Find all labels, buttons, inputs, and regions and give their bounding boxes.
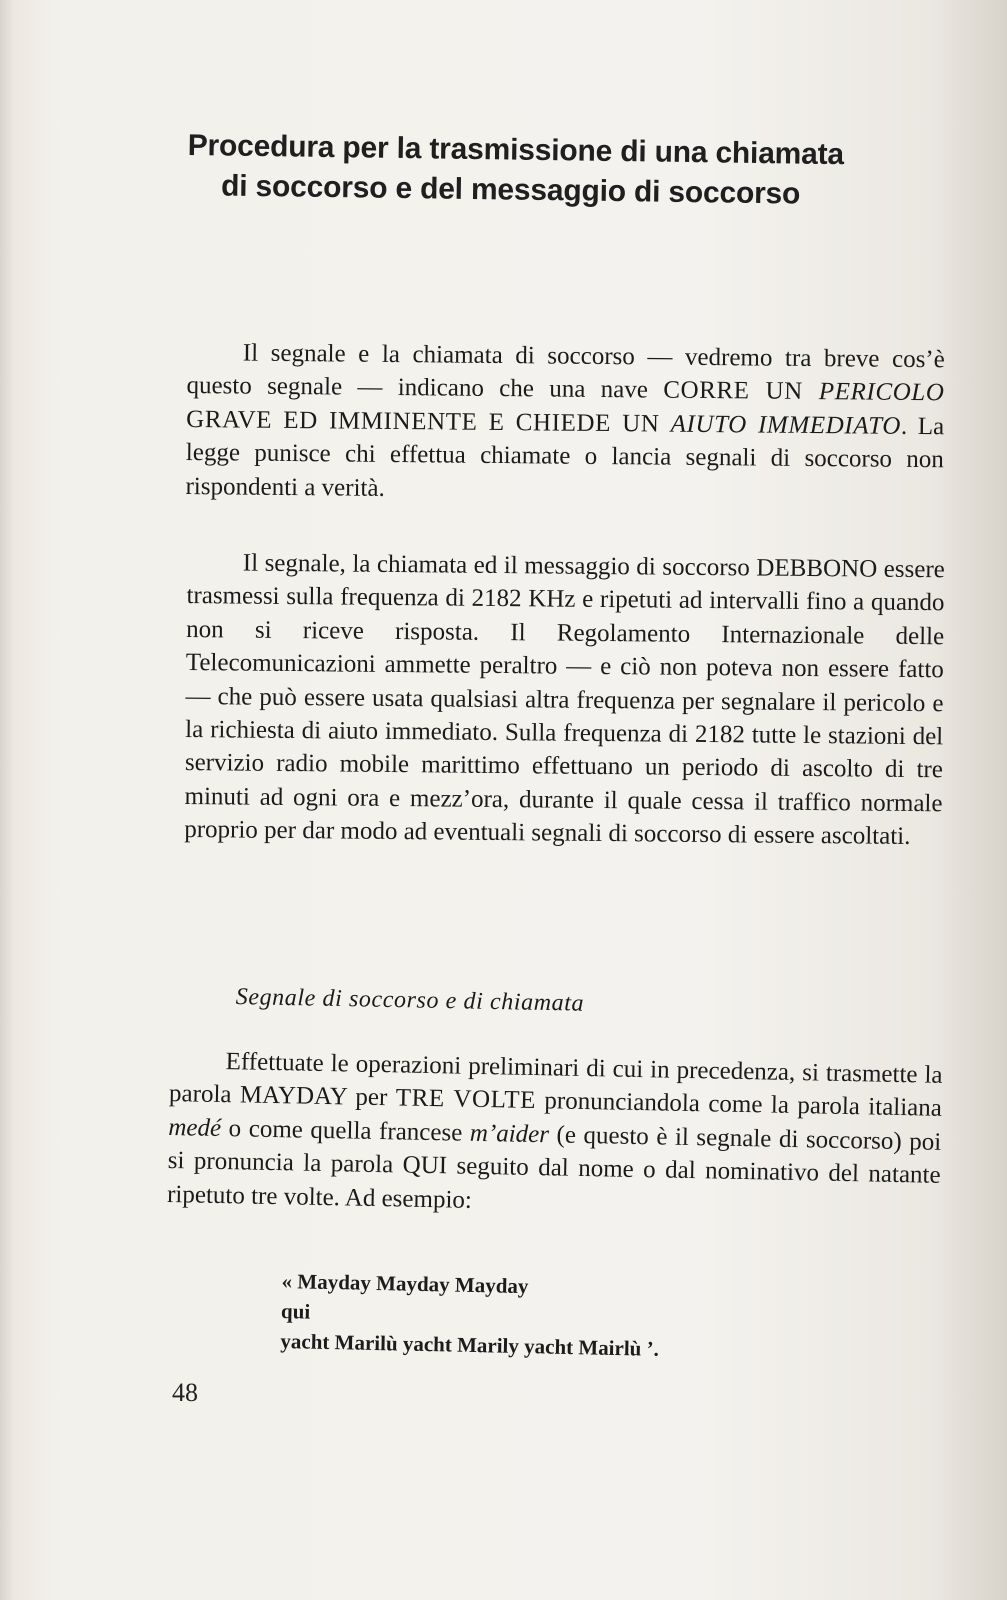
paragraph-3-text-a: Effettuate le operazioni preliminari di cui in precedenza, si trasmette la parola MAYDAY per <box>168 1048 943 1112</box>
paragraph-1-italic-aiuto: AIUTO IMMEDIATO <box>670 410 902 440</box>
paragraph-3-caps: TRE VOLTE <box>395 1084 537 1115</box>
paragraph-2-text: Il segnale, la chiamata ed il messaggio di soccorso DEBBONO essere trasmessi sulla frequenza di 2182 KHz e ripetuti ad intervalli fino a quando non si riceve risposta. Il Regolamento Internazionale delle Telecomunicazioni ammette peraltro — e ciò non poteva non essere fatto — che può essere usata qualsiasi altra frequenza per segnalare il pericolo e la richiesta di aiuto immediato. Sulla frequenza di 2182 tutte le stazioni del servizio radio mobile marittimo effettuano un periodo di ascolto di tre minuti ad ogni ora e mezz’ora, durante il quale cessa il traffico normale proprio per dar modo ad eventuali segnali di soccorso di essere ascoltati. <box>184 549 945 851</box>
paragraph-distress-signal-meaning <box>185 336 945 510</box>
example-line-3: yacht Marilù yacht Marily yacht Mairlù ’. <box>280 1328 660 1361</box>
section-subheading: Segnale di soccorso e di chiamata <box>235 984 585 1017</box>
paragraph-1-text-b: . La legge punisce chi effettua chiamate o lancia segnali di soccorso non rispondenti a verità. <box>185 412 945 502</box>
mayday-example-block <box>280 1266 660 1364</box>
paragraph-1-caps-b: GRAVE ED IMMINENTE E CHIEDE UN <box>186 405 671 438</box>
page-title <box>187 126 978 217</box>
example-line-2: qui <box>280 1298 311 1324</box>
paragraph-mayday-procedure <box>167 1044 943 1226</box>
paragraph-3-italic-maider: m’aider <box>469 1119 550 1149</box>
page-number: 48 <box>172 1378 198 1407</box>
example-line-1: « Mayday Mayday Mayday <box>281 1268 529 1299</box>
paragraph-3-text-c: o come quella francese <box>220 1114 471 1147</box>
paragraph-1-caps-a: CORRE UN <box>663 376 819 406</box>
paragraph-3-text-b: pronunciandola come la parola italiana <box>535 1087 943 1123</box>
paragraph-3-italic-mede: medé <box>168 1113 222 1142</box>
paragraph-frequency-2182 <box>184 546 945 854</box>
paragraph-1-italic-pericolo: PERICOLO <box>818 378 945 407</box>
paragraph-1-text-a: Il segnale e la chiamata di soccorso — vedremo tra breve cos’è questo segnale — indicano che una nave <box>186 339 945 404</box>
page-title-line-2: di soccorso e del messaggio di soccorso <box>220 169 801 211</box>
page-title-line-1: Procedura per la trasmissione di una chiamata <box>187 128 845 172</box>
paragraph-3-text-d: (e questo è il segnale di soccorso) poi si pronuncia la parola QUI seguito dal nome o dal nominativo del natante ripetuto tre volte. Ad esempio: <box>166 1121 942 1214</box>
